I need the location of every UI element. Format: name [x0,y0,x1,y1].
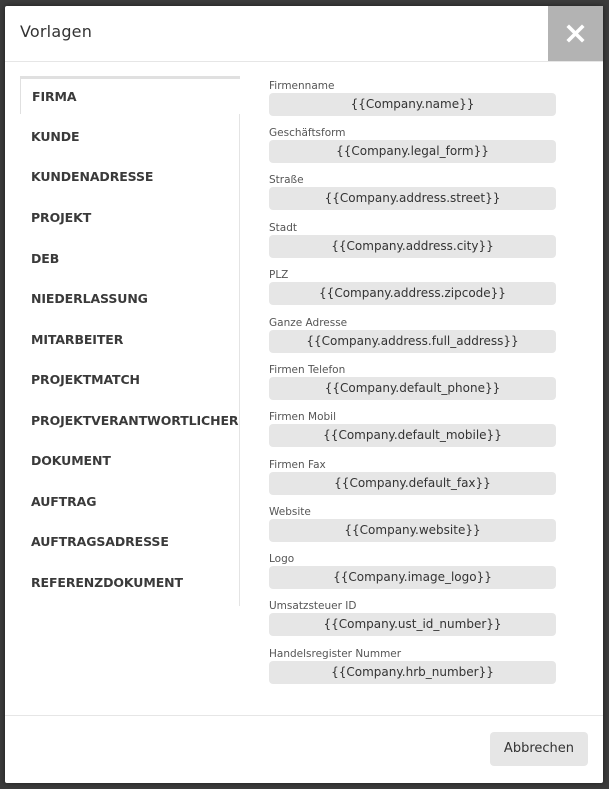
field-label: Firmen Mobil [269,411,336,423]
template-chip[interactable]: {{Company.ust_id_number}} [269,613,556,636]
templates-dialog [5,6,603,783]
tab-auftrag[interactable]: AUFTRAG [31,494,97,509]
field-label: Logo [269,553,295,565]
tab-niederlassung[interactable]: NIEDERLASSUNG [31,291,148,306]
field-label: Geschäftsform [269,127,346,139]
tab-mitarbeiter[interactable]: MITARBEITER [31,332,124,347]
tab-projektmatch[interactable]: PROJEKTMATCH [31,372,140,387]
template-chip[interactable]: {{Company.image_logo}} [269,566,556,589]
field-label: Straße [269,174,304,186]
tab-kunde[interactable]: KUNDE [31,129,80,144]
template-chip[interactable]: {{Company.name}} [269,93,556,116]
tab-kundenadresse[interactable]: KUNDENADRESSE [31,169,154,184]
template-chip[interactable]: {{Company.hrb_number}} [269,661,556,684]
template-chip[interactable]: {{Company.address.street}} [269,187,556,210]
tab-dokument[interactable]: DOKUMENT [31,453,111,468]
field-label: Firmenname [269,80,335,92]
dialog-header [5,6,603,62]
field-label: Firmen Fax [269,459,326,471]
cancel-button[interactable]: Abbrechen [490,732,588,766]
category-tabs [20,76,240,606]
tab-projektverantwortlicher[interactable]: PROJEKTVERANTWORTLICHER [31,413,239,428]
close-icon [566,24,585,43]
template-chip[interactable]: {{Company.default_fax}} [269,472,556,495]
template-chip[interactable]: {{Company.address.full_address}} [269,330,556,353]
tab-auftragsadresse[interactable]: AUFTRAGSADRESSE [31,534,169,549]
template-chip[interactable]: {{Company.legal_form}} [269,140,556,163]
template-chip[interactable]: {{Company.default_mobile}} [269,424,556,447]
field-label: Ganze Adresse [269,317,348,329]
field-label: Website [269,506,311,518]
dialog-footer [5,715,603,784]
template-chip[interactable]: {{Company.default_phone}} [269,377,556,400]
close-button[interactable] [548,6,603,61]
field-label: Handelsregister Nummer [269,648,402,660]
tab-projekt[interactable]: PROJEKT [31,210,92,225]
tab-deb[interactable]: DEB [31,251,60,266]
template-chip[interactable]: {{Company.website}} [269,519,556,542]
field-label: PLZ [269,269,289,281]
tab-firma[interactable]: FIRMA [20,76,240,114]
dialog-title: Vorlagen [20,22,93,41]
template-chip[interactable]: {{Company.address.city}} [269,235,556,258]
field-label: Firmen Telefon [269,364,346,376]
field-label: Umsatzsteuer ID [269,600,357,612]
template-chip[interactable]: {{Company.address.zipcode}} [269,282,556,305]
tab-referenzdokument[interactable]: REFERENZDOKUMENT [31,575,183,590]
field-label: Stadt [269,222,297,234]
